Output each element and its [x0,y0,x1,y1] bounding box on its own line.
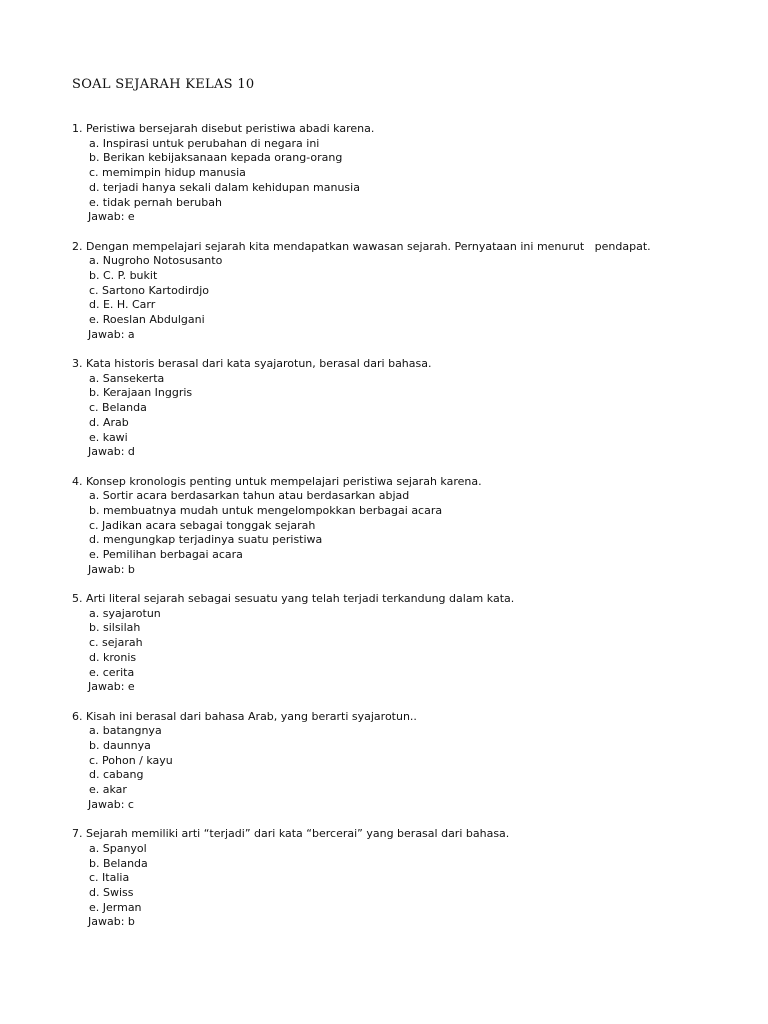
answer-key: Jawab: b [88,915,135,929]
option-list [72,254,732,328]
answer-option: a. batangnya [89,724,162,738]
answer-option: b. Berikan kebijaksanaan kepada orang-orang [89,151,343,165]
option-list [72,489,732,563]
answer-option: a. syajarotun [89,606,161,620]
answer-option: c. memimpin hidup manusia [89,166,246,180]
answer-option: a. Sansekerta [89,371,165,385]
option-list [72,842,732,916]
answer-option: e. Roeslan Abdulgani [89,313,205,327]
answer-option: d. kronis [89,650,137,664]
question-2 [72,240,732,343]
answer-key: Jawab: b [88,562,135,576]
option-list [72,372,732,446]
question-5 [72,592,732,695]
answer-option: e. cerita [89,665,135,679]
answer-option: c. Sartono Kartodirdjo [89,283,209,297]
answer-option: d. terjadi hanya sekali dalam kehidupan manusia [89,180,360,194]
answer-option: e. tidak pernah berubah [89,195,222,209]
question-text: 1. Peristiwa bersejarah disebut peristiwa abadi karena. [72,122,375,135]
answer-option: e. akar [89,783,127,797]
option-list [72,724,732,798]
answer-option: b. C. P. bukit [89,268,158,282]
question-list [72,122,732,945]
question-4 [72,475,732,578]
question-1 [72,122,732,225]
answer-option: d. Arab [89,415,129,429]
answer-key: Jawab: a [88,327,135,341]
question-text: 2. Dengan mempelajari sejarah kita mendapatkan wawasan sejarah. Pernyataan ini menurut pendapat. [72,239,651,253]
answer-option: a. Sortir acara berdasarkan tahun atau berdasarkan abjad [89,489,410,503]
question-text: 5. Arti literal sejarah sebagai sesuatu yang telah terjadi terkandung dalam kata. [72,592,515,606]
answer-option: c. Pohon / kayu [89,753,173,767]
answer-key: Jawab: d [88,445,135,459]
answer-option: e. Jerman [89,900,142,914]
answer-option: a. Nugroho Notosusanto [89,254,223,268]
answer-option: a. Spanyol [89,841,147,855]
answer-option: b. Kerajaan Inggris [89,386,193,400]
document-title: SOAL SEJARAH KELAS 10 [72,77,255,92]
answer-option: b. silsilah [89,621,141,635]
question-7 [72,827,732,930]
question-3 [72,357,732,460]
answer-option: c. sejarah [89,636,143,650]
answer-option: c. Belanda [89,401,147,415]
question-text: 7. Sejarah memiliki arti “terjadi” dari kata “bercerai” yang berasal dari bahasa. [72,827,510,841]
answer-option: c. Italia [89,871,130,885]
answer-option: e. Pemilihan berbagai acara [89,548,243,562]
question-6 [72,710,732,813]
option-list [72,607,732,681]
answer-option: d. mengungkap terjadinya suatu peristiwa [89,533,323,547]
question-text: 4. Konsep kronologis penting untuk mempelajari peristiwa sejarah karena. [72,474,482,488]
answer-key: Jawab: e [88,680,135,694]
answer-key: Jawab: e [88,210,135,224]
question-text: 6. Kisah ini berasal dari bahasa Arab, yang berarti syajarotun.. [72,709,417,723]
option-list [72,137,732,211]
answer-option: b. Belanda [89,856,148,870]
answer-option: d. E. H. Carr [89,298,156,312]
answer-option: b. membuatnya mudah untuk mengelompokkan berbagai acara [89,503,443,517]
answer-option: c. Jadikan acara sebagai tonggak sejarah [89,518,316,532]
answer-key: Jawab: c [88,797,134,811]
answer-option: d. Swiss [89,885,134,899]
answer-option: b. daunnya [89,738,151,752]
answer-option: d. cabang [89,768,144,782]
answer-option: a. Inspirasi untuk perubahan di negara ini [89,136,320,150]
question-text: 3. Kata historis berasal dari kata syajarotun, berasal dari bahasa. [72,357,432,371]
answer-option: e. kawi [89,430,128,444]
